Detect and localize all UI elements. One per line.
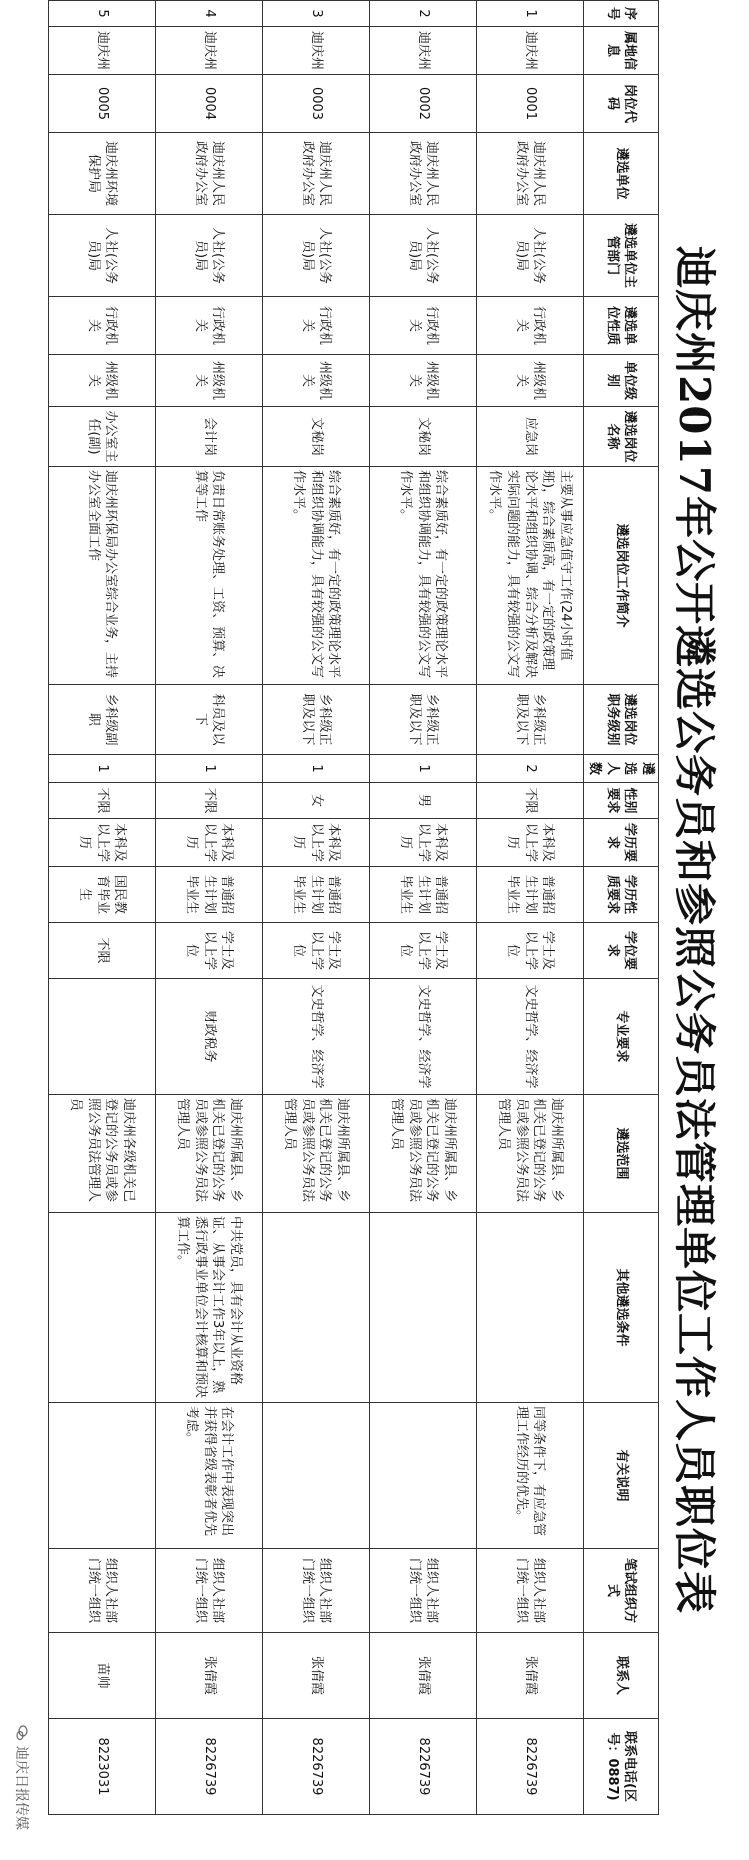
table-cell: 女 bbox=[262, 783, 369, 819]
table-cell: 1 bbox=[155, 755, 262, 783]
table-cell: 州级机关 bbox=[476, 355, 583, 407]
table-cell: 迪庆州 bbox=[262, 27, 369, 75]
table-cell: 3 bbox=[262, 1, 369, 27]
table-cell: 迪庆州人民政府办公室 bbox=[476, 133, 583, 215]
table-cell: 综合素质好，有一定的政策理论水平和组织协调能力，具有较强的公文写作水平。 bbox=[262, 467, 369, 685]
table-cell: 本科及以上学历 bbox=[48, 819, 155, 867]
table-cell: 学士及以上学位 bbox=[369, 923, 476, 979]
table-cell: 1 bbox=[476, 1, 583, 27]
table-cell: 文史哲学、经济学 bbox=[262, 979, 369, 1095]
header-cell: 单位级别 bbox=[583, 355, 658, 407]
header-cell: 遴选单位主管部门 bbox=[583, 215, 658, 297]
table-cell: 行政机关 bbox=[369, 297, 476, 355]
table-cell: 0004 bbox=[155, 75, 262, 133]
table-cell: 学士及以上学位 bbox=[262, 923, 369, 979]
table-cell: 8226739 bbox=[369, 1719, 476, 1815]
table-cell: 迪庆州所属县、乡机关已登记的公务员或参照公务员法管理人员 bbox=[155, 1095, 262, 1213]
header-cell: 学位要求 bbox=[583, 923, 658, 979]
header-cell: 属地信息 bbox=[583, 27, 658, 75]
table-cell bbox=[262, 1403, 369, 1549]
header-cell: 遴选单位 bbox=[583, 133, 658, 215]
table-cell: 办公室主任(副) bbox=[48, 407, 155, 467]
header-cell: 学历要求 bbox=[583, 819, 658, 867]
header-cell: 遴选人数 bbox=[583, 755, 658, 783]
watermark bbox=[12, 1725, 32, 1830]
table-cell: 0003 bbox=[262, 75, 369, 133]
table-cell: 普通招生计划毕业生 bbox=[262, 867, 369, 923]
table-cell: 乡科级正职及以下 bbox=[476, 685, 583, 755]
header-row bbox=[583, 1, 658, 1815]
table-cell: 1 bbox=[48, 755, 155, 783]
table-cell: 迪庆州所属县、乡机关已登记的公务员或参照公务员法管理人员 bbox=[369, 1095, 476, 1213]
table-cell: 组织人社部门统一组织 bbox=[476, 1549, 583, 1633]
header-cell: 遴选岗位工作简介 bbox=[583, 467, 658, 685]
table-row bbox=[48, 1, 155, 1815]
table-cell: 组织人社部门统一组织 bbox=[262, 1549, 369, 1633]
header-cell: 遴选岗位职务级别 bbox=[583, 685, 658, 755]
table-cell: 乡科级正职及以下 bbox=[369, 685, 476, 755]
header-cell: 序号 bbox=[583, 1, 658, 27]
header-cell: 学历性质要求 bbox=[583, 867, 658, 923]
page-title: 迪庆州2017年公开遴选公务员和参照公务员法管理单位工作人员职位表 bbox=[670, 246, 719, 1614]
table-row bbox=[262, 1, 369, 1815]
table-cell: 2 bbox=[369, 1, 476, 27]
table-cell: 普通招生计划毕业生 bbox=[369, 867, 476, 923]
table-cell: 迪庆州 bbox=[155, 27, 262, 75]
table-cell: 学士及以上学位 bbox=[476, 923, 583, 979]
table-cell: 国民教育毕业生 bbox=[48, 867, 155, 923]
table-cell: 行政机关 bbox=[48, 297, 155, 355]
table-cell: 人社(公务员)局 bbox=[155, 215, 262, 297]
table-cell: 4 bbox=[155, 1, 262, 27]
table-cell: 迪庆州 bbox=[476, 27, 583, 75]
table-cell: 迪庆州环保局办公室综合业务，主持办公室全面工作 bbox=[48, 467, 155, 685]
table-row bbox=[476, 1, 583, 1815]
table-cell: 迪庆州所属县、乡机关已登记的公务员或参照公务员法管理人员 bbox=[262, 1095, 369, 1213]
table-cell: 文秘岗 bbox=[262, 407, 369, 467]
table-cell: 迪庆州 bbox=[48, 27, 155, 75]
watermark-text: 迪庆日报传媒 bbox=[13, 1746, 29, 1830]
wechat-icon bbox=[14, 1725, 30, 1741]
table-cell: 学士及以上学位 bbox=[155, 923, 262, 979]
table-cell: 不限 bbox=[48, 923, 155, 979]
table-cell: 综合素质好，有一定的政策理论水平和组织协调能力，具有较强的公文写作水平。 bbox=[369, 467, 476, 685]
table-cell: 男 bbox=[369, 783, 476, 819]
table-cell: 5 bbox=[48, 1, 155, 27]
table-cell: 本科及以上学历 bbox=[262, 819, 369, 867]
table-cell: 组织人社部门统一组织 bbox=[155, 1549, 262, 1633]
table-cell bbox=[262, 1213, 369, 1403]
table-cell: 0001 bbox=[476, 75, 583, 133]
table-cell bbox=[48, 1403, 155, 1549]
header-cell: 性别要求 bbox=[583, 783, 658, 819]
table-cell: 财政税务 bbox=[155, 979, 262, 1095]
table-cell: 不限 bbox=[48, 783, 155, 819]
table-cell: 迪庆州 bbox=[369, 27, 476, 75]
table-cell: 迪庆州人民政府办公室 bbox=[155, 133, 262, 215]
table-cell: 行政机关 bbox=[262, 297, 369, 355]
table-cell: 州级机关 bbox=[155, 355, 262, 407]
table-cell: 组织人社部门统一组织 bbox=[369, 1549, 476, 1633]
table-cell: 张倩霞 bbox=[476, 1633, 583, 1719]
table-cell: 组织人社部门统一组织 bbox=[48, 1549, 155, 1633]
table-cell: 州级机关 bbox=[48, 355, 155, 407]
table-cell: 普通招生计划毕业生 bbox=[155, 867, 262, 923]
header-cell: 遴选范围 bbox=[583, 1095, 658, 1213]
table-cell: 科员及以下 bbox=[155, 685, 262, 755]
header-cell: 遴选单位性质 bbox=[583, 297, 658, 355]
table-cell: 乡科级正职及以下 bbox=[262, 685, 369, 755]
table-cell: 张倩霞 bbox=[369, 1633, 476, 1719]
table-cell: 行政机关 bbox=[476, 297, 583, 355]
header-cell: 岗位代码 bbox=[583, 75, 658, 133]
table-cell: 人社(公务员)局 bbox=[476, 215, 583, 297]
table-cell: 文史哲学、经济学 bbox=[476, 979, 583, 1095]
header-cell: 有关说明 bbox=[583, 1403, 658, 1549]
table-cell: 0002 bbox=[369, 75, 476, 133]
table-cell: 8226739 bbox=[476, 1719, 583, 1815]
table-cell: 本科及以上学历 bbox=[476, 819, 583, 867]
table-cell: 迪庆州环境保护局 bbox=[48, 133, 155, 215]
table-cell bbox=[369, 1213, 476, 1403]
table-cell bbox=[48, 1213, 155, 1403]
position-table bbox=[48, 0, 659, 1815]
table-cell: 1 bbox=[369, 755, 476, 783]
header-cell: 其他遴选条件 bbox=[583, 1213, 658, 1403]
table-cell: 2 bbox=[476, 755, 583, 783]
table-cell: 普通招生计划毕业生 bbox=[476, 867, 583, 923]
table-row bbox=[369, 1, 476, 1815]
table-cell: 州级机关 bbox=[369, 355, 476, 407]
table-cell: 张倩霞 bbox=[262, 1633, 369, 1719]
table-cell: 张倩霞 bbox=[155, 1633, 262, 1719]
table-cell: 迪庆州所属县、乡机关已登记的公务员或参照公务员法管理人员 bbox=[476, 1095, 583, 1213]
table-cell bbox=[369, 1403, 476, 1549]
table-cell: 文秘岗 bbox=[369, 407, 476, 467]
table-cell: 人社(公务员)局 bbox=[262, 215, 369, 297]
header-cell: 专业要求 bbox=[583, 979, 658, 1095]
table-cell: 主要从事应急值守工作(24小时值班)，综合素质高，有一定的政策理论水平和组织协调、综合分析及解决实际问题的能力，具有较强的公文写作水平。 bbox=[476, 467, 583, 685]
table-cell: 1 bbox=[262, 755, 369, 783]
table-cell: 人社(公务员)局 bbox=[48, 215, 155, 297]
header-cell: 联系电话(区号：0887) bbox=[583, 1719, 658, 1815]
table-cell: 负责日常账务处理、工资、预算、决算等工作 bbox=[155, 467, 262, 685]
table-cell bbox=[48, 979, 155, 1095]
table-cell: 同等条件下，有应急管理工作经历的优先。 bbox=[476, 1403, 583, 1549]
table-cell: 迪庆州人民政府办公室 bbox=[262, 133, 369, 215]
table-cell: 人社(公务员)局 bbox=[369, 215, 476, 297]
table-cell: 州级机关 bbox=[262, 355, 369, 407]
header-cell: 笔试组织方式 bbox=[583, 1549, 658, 1633]
table-cell: 应急岗 bbox=[476, 407, 583, 467]
table-cell: 迪庆州人民政府办公室 bbox=[369, 133, 476, 215]
table-cell: 8223031 bbox=[48, 1719, 155, 1815]
table-cell: 8226739 bbox=[262, 1719, 369, 1815]
table-cell: 乡科级副职 bbox=[48, 685, 155, 755]
table-cell: 文史哲学、经济学 bbox=[369, 979, 476, 1095]
table-cell: 苗帅 bbox=[48, 1633, 155, 1719]
header-cell: 联系人 bbox=[583, 1633, 658, 1719]
table-cell bbox=[476, 1213, 583, 1403]
table-cell: 会计岗 bbox=[155, 407, 262, 467]
table-cell: 本科及以上学历 bbox=[369, 819, 476, 867]
header-cell: 遴选岗位名称 bbox=[583, 407, 658, 467]
table-cell: 0005 bbox=[48, 75, 155, 133]
table-cell: 中共党员，具有会计从业资格证、从事会计工作3年以上，熟悉行政事业单位会计核算和预决算工作。 bbox=[155, 1213, 262, 1403]
table-cell: 本科及以上学历 bbox=[155, 819, 262, 867]
table-cell: 行政机关 bbox=[155, 297, 262, 355]
table-cell: 不限 bbox=[476, 783, 583, 819]
table-cell: 8226739 bbox=[155, 1719, 262, 1815]
table-cell: 迪庆州各级机关已登记的公务员或参照公务员法管理人员 bbox=[48, 1095, 155, 1213]
table-row bbox=[155, 1, 262, 1815]
table-cell: 在会计工作中表现突出并获得省级表彰者优先考虑。 bbox=[155, 1403, 262, 1549]
table-cell: 不限 bbox=[155, 783, 262, 819]
